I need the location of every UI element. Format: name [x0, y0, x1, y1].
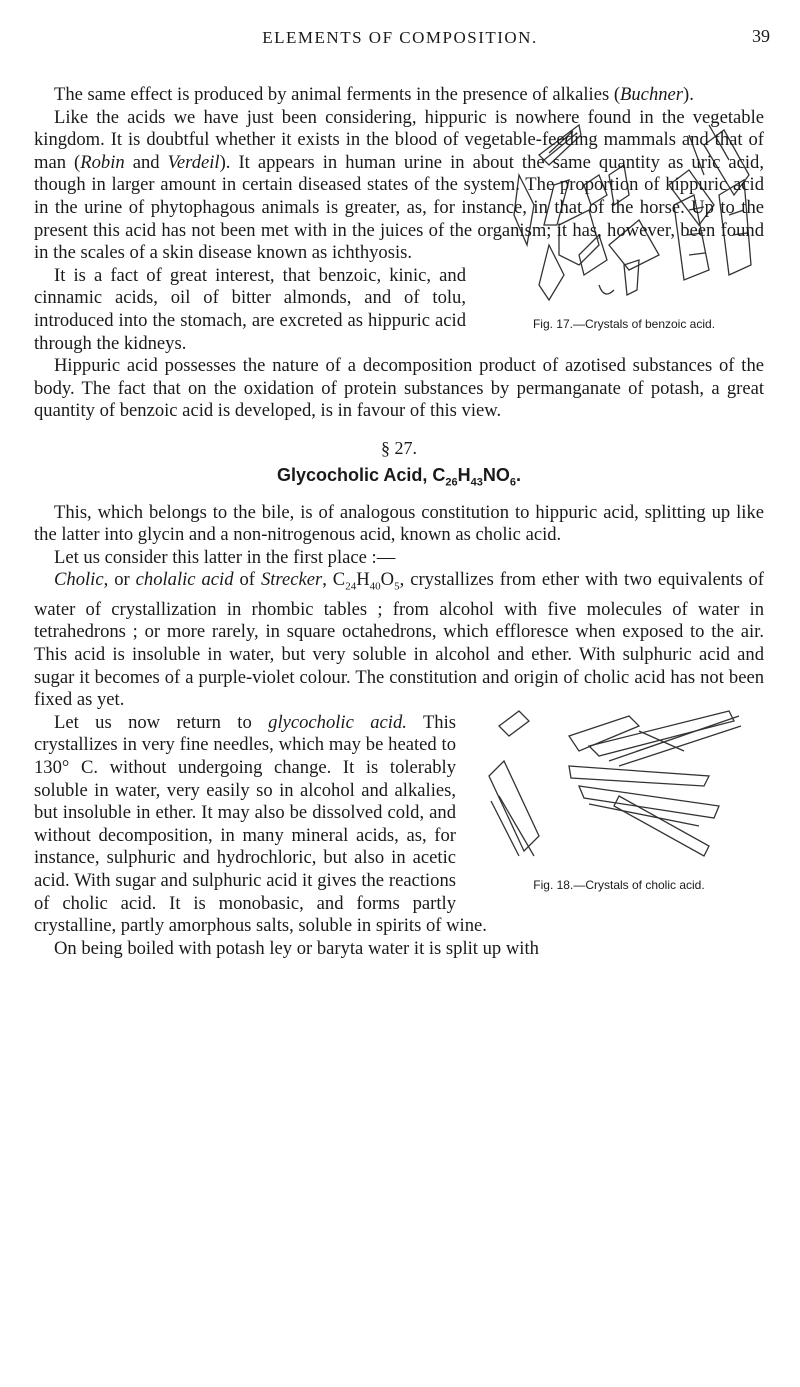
- body-text: [34, 84, 764, 960]
- figure-17-caption: Fig. 17.—Crystals of benzoic acid.: [532, 317, 716, 332]
- paragraph-hippuric-occurrence: Like the acids we have just been considering, hippuric is nowhere found in the vegetable kingdom. It is doubtful whether it exists in the blood of vegetable-feeding mammals and that of man (Robin and Verdeil). It appears in human urine in about the same quantity as uric acid, though in larger amount in certain diseased states of the system. The proportion of hippuric acid in the urine of phytophagous animals is greater, as, for instance, in that of the horse. Up to the present this acid has not been met with in the juices of the organism; it has, however, been found in the scales of a skin disease known as ichthyosis.: [34, 106, 764, 264]
- paragraph-consider: Let us consider this latter in the first place :—: [54, 546, 396, 568]
- paragraph-glycocholic: Let us now return to glycocholic acid. This crystallizes in very fine needles, which may be heated to 130° C. without undergoing change. It is tolerably soluble in water, very easily so in alcohol and alkalies, but insoluble in ether. It may also be dissolved cold, and without decomposition, in many mineral acids, as, for instance, sulphuric and hydrochloric, but also in acetic acid. With sugar and sulphuric acid it gives the reactions of cholic acid. It is monobasic, and forms partly crystalline, partly amorphous salts, soluble in spirits of wine.: [34, 711, 487, 937]
- paragraph-benzoic-excretion: It is a fact of great interest, that benzoic, kinic, and cinnamic acids, oil of bitter almonds, and of tolu, introduced into the stomach, are excreted as hippuric acid through the kidneys.: [34, 264, 466, 354]
- paragraph-boiled: On being boiled with potash ley or baryta water it is split up with: [54, 937, 539, 959]
- running-title: ELEMENTS OF COMPOSITION.: [262, 28, 538, 47]
- section-title: Glycocholic Acid, $C_{26}H_{43}NO_6$.: [276, 464, 521, 489]
- cholic-crystals-illustration: [479, 706, 759, 866]
- section-number: § 27.: [381, 437, 417, 458]
- paragraph-bile: This, which belongs to the bile, is of analogous constitution to hippuric acid, splitting up like the latter into glycin and a non-nitrogenous acid, known as cholic acid.: [34, 501, 764, 546]
- page-number: 39: [752, 26, 770, 46]
- figure-cholic-acid: [474, 706, 764, 897]
- paragraph-ferments: The same effect is produced by animal ferments in the presence of alkalies (Buchner).: [54, 84, 694, 105]
- paragraph-decomposition: Hippuric acid possesses the nature of a decomposition product of azotised substances of the body. The fact that on the oxidation of protein substances by permanganate of potash, a great quantity of benzoic acid is developed, is in favour of this view.: [34, 355, 764, 422]
- figure-18-caption: Fig. 18.—Crystals of cholic acid.: [533, 878, 705, 893]
- paragraph-cholic-acid: Cholic, or cholalic acid of Strecker, $C_{24}H_{40}O_5$, crystallizes from ether with two equivalents of water of crystallization in rhombic tables ; from alcohol with five molecules of water in tetrahedrons ; or more rarely, in square octahedrons, which effloresce when exposed to the air. This acid is insoluble in water, but very soluble in alcohol and ether. With sulphuric acid and sugar it becomes of a purple-violet colour. The constitution and origin of cholic acid has not been fixed as yet.: [34, 569, 764, 711]
